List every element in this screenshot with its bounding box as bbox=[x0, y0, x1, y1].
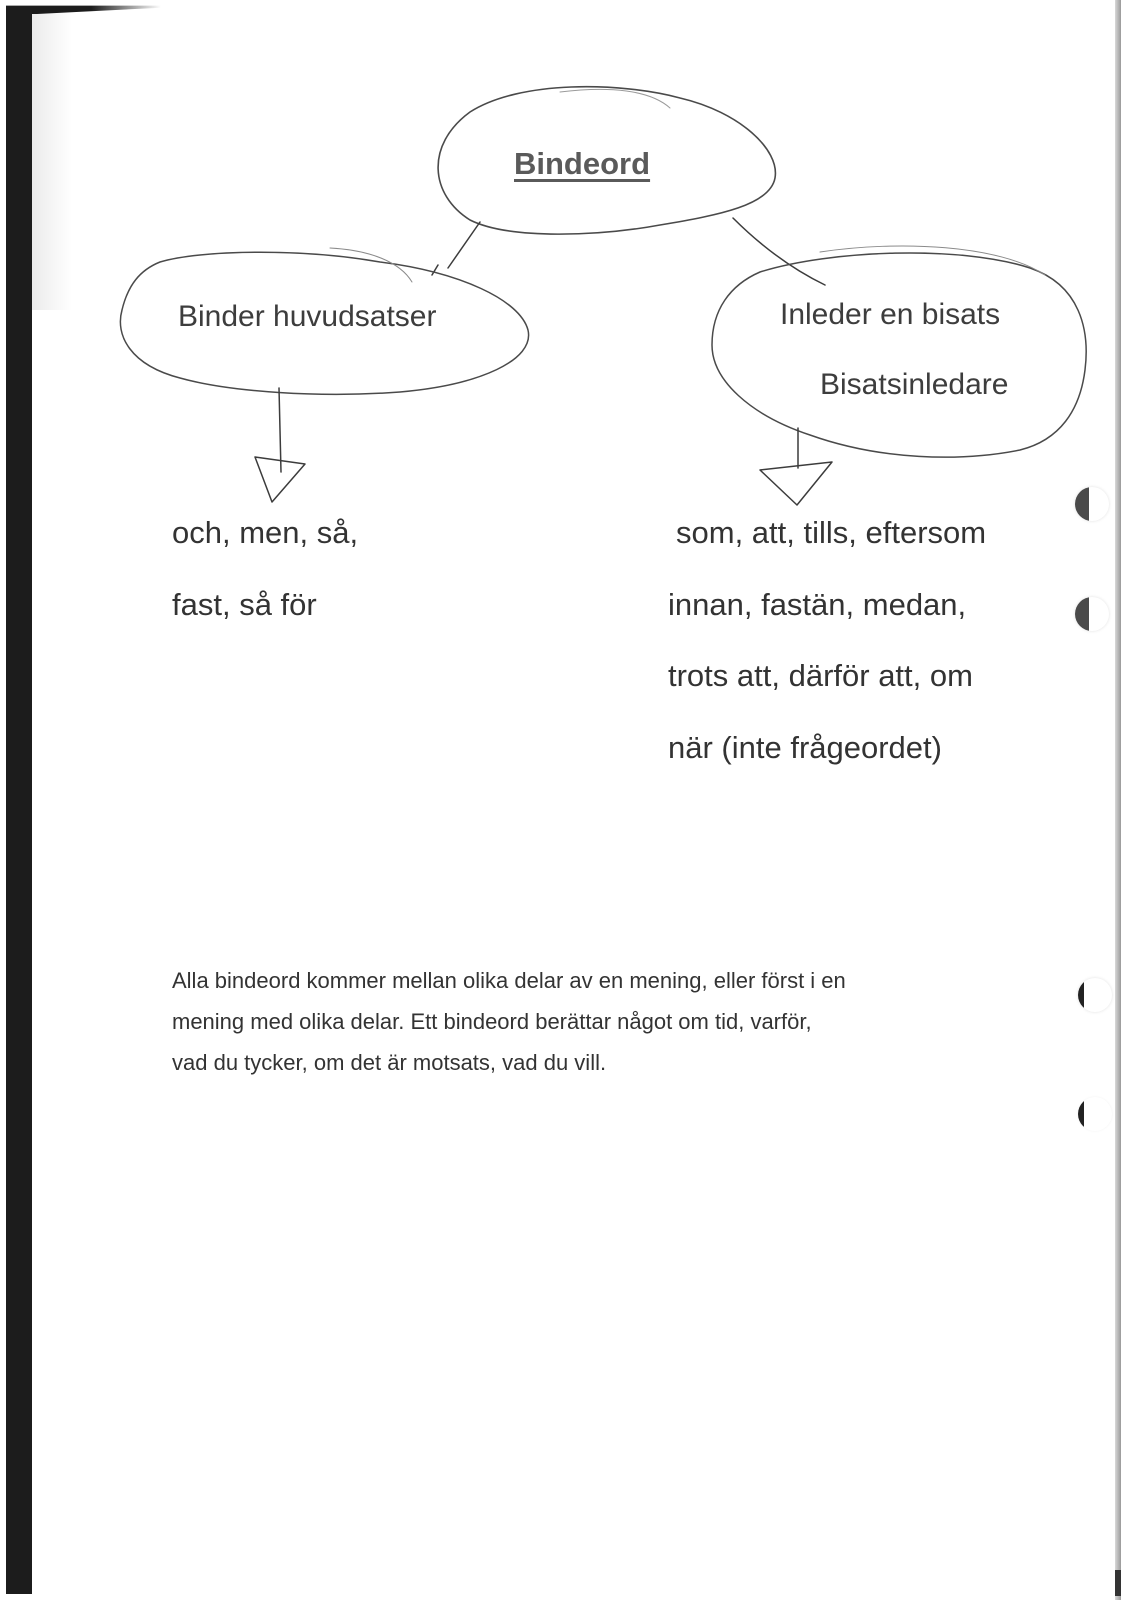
left-arrow-line bbox=[279, 388, 281, 472]
right-example-line: som, att, tills, eftersom bbox=[676, 515, 987, 550]
punch-hole-icon bbox=[1078, 1097, 1112, 1131]
punch-hole-icon bbox=[1075, 597, 1109, 631]
paragraph-line: Alla bindeord kommer mellan olika delar av en mening, eller först i en bbox=[172, 968, 846, 993]
right-bubble bbox=[712, 253, 1086, 457]
diagram-title: Bindeord bbox=[514, 146, 651, 181]
left-example-line: och, men, så, bbox=[172, 515, 359, 550]
right-node-label-line1: Inleder en bisats bbox=[780, 298, 1001, 331]
right-node-label-line2: Bisatsinledare bbox=[820, 368, 1009, 401]
right-example-line: trots att, därför att, om bbox=[668, 658, 973, 693]
left-arrow-head bbox=[255, 457, 305, 502]
paragraph-line: vad du tycker, om det är motsats, vad du vill. bbox=[172, 1050, 607, 1075]
connector-right bbox=[733, 218, 825, 285]
left-example-line: fast, så för bbox=[172, 587, 317, 622]
right-example-line: innan, fastän, medan, bbox=[668, 587, 967, 622]
connector-left bbox=[432, 222, 480, 275]
paragraph-line: mening med olika delar. Ett bindeord berättar något om tid, varför, bbox=[172, 1009, 812, 1034]
left-node-label: Binder huvudsatser bbox=[178, 300, 437, 333]
right-arrow-head bbox=[760, 462, 832, 505]
right-example-line: när (inte frågeordet) bbox=[668, 730, 942, 765]
punch-hole-icon bbox=[1078, 978, 1112, 1012]
punch-hole-icon bbox=[1075, 487, 1109, 521]
explanation-paragraph bbox=[172, 960, 1052, 1083]
